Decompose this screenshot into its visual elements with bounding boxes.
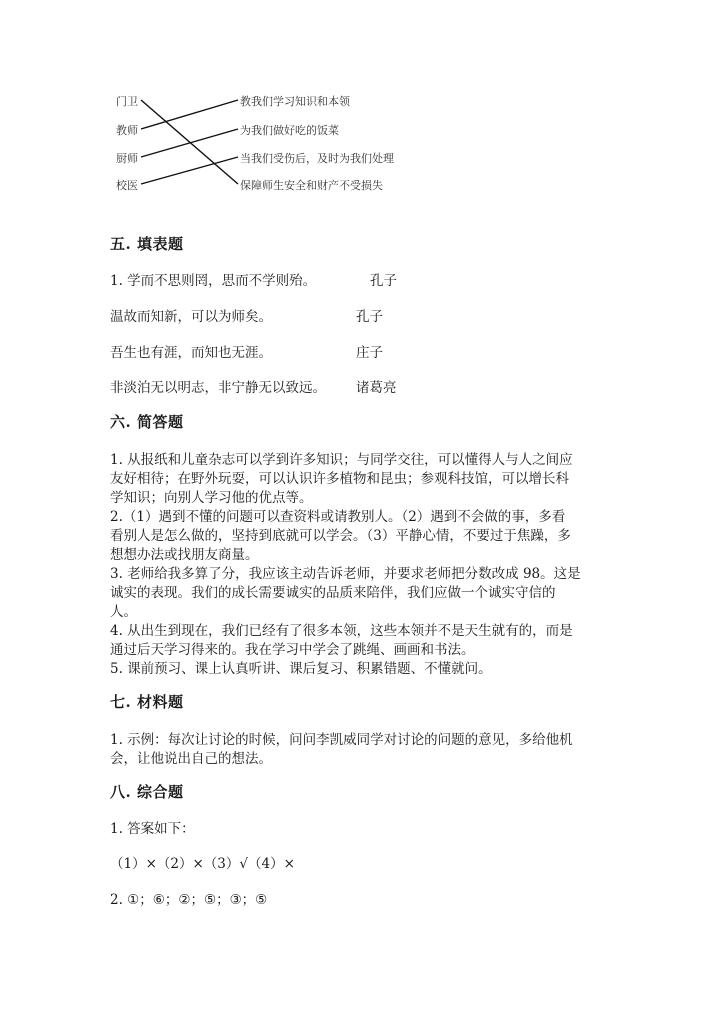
match-right-item: 保障师生安全和财产不受损失 (240, 179, 383, 192)
match-left-item: 校医 (116, 179, 138, 192)
section-title-comprehensive: 八. 综合题 (110, 783, 184, 801)
section-title-fill-table: 五. 填表题 (110, 235, 184, 253)
quote-text: 吾生也有涯，而知也无涯。 (110, 345, 272, 361)
match-right-item: 为我们做好吃的饭菜 (240, 124, 339, 137)
match-right-item: 当我们受伤后，及时为我们处理 (240, 152, 394, 165)
quote-author: 庄子 (356, 345, 383, 361)
answer-line: （1）×（2）×（3）√（4）× (110, 856, 295, 872)
quote-author: 诸葛亮 (356, 380, 397, 396)
match-left-item: 门卫 (116, 95, 138, 108)
section-title-short-answer: 六. 简答题 (110, 413, 184, 431)
answer-line: 5. 课前预习、课上认真听讲、课后复习、积累错题、不懂就问。 (110, 661, 492, 677)
answer-line: 1. 示例：每次让讨论的时候，问问李凯威同学对讨论的问题的意见，多给他机 (110, 732, 573, 748)
answer-line: 通过后天学习得来的。我在学习中学会了跳绳、画画和书法。 (110, 642, 475, 658)
answer-line: 1. 答案如下： (110, 821, 195, 837)
answer-line: 3. 老师给我多算了分，我应该主动告诉老师，并要求老师把分数改成 98。这是 (110, 566, 581, 582)
answer-line: 会，让他说出自己的想法。 (110, 751, 272, 767)
match-right-item: 教我们学习知识和本领 (240, 95, 350, 108)
answer-line: 4. 从出生到现在，我们已经有了很多本领，这些本领并不是天生就有的，而是 (110, 623, 573, 639)
answer-line: 1. 从报纸和儿童杂志可以学到许多知识；与同学交往，可以懂得人与人之间应 (110, 452, 573, 468)
answer-line: 人。 (110, 604, 137, 620)
match-left-item: 教师 (116, 124, 138, 137)
section-title-material: 七. 材料题 (110, 693, 184, 711)
answer-line: 看别人是怎么做的，坚持到底就可以学会。（3）平静心情，不要过于焦躁，多 (110, 528, 571, 544)
answer-line: 想想办法或找朋友商量。 (110, 547, 259, 563)
quote-text: 温故而知新，可以为师矣。 (110, 309, 272, 325)
quote-author: 孔子 (370, 273, 397, 289)
answer-line: 2.（1）遇到不懂的问题可以查资料或请教别人。（2）遇到不会做的事，多看 (110, 509, 566, 525)
quote-author: 孔子 (356, 309, 383, 325)
answer-line: 2. ①；⑥；②；⑤；③；⑤ (110, 892, 268, 908)
match-left-item: 厨师 (116, 152, 138, 165)
match-line (141, 100, 238, 184)
match-line (141, 100, 238, 129)
answer-line: 友好相待；在野外玩耍，可以认识许多植物和昆虫；参观科技馆，可以增长科 (110, 471, 569, 487)
quote-text: 1. 学而不思则罔，思而不学则殆。 (110, 273, 317, 289)
match-line (141, 129, 238, 157)
answer-line: 学知识；向别人学习他的优点等。 (110, 490, 313, 506)
answer-line: 诚实的表现。我们的成长需要诚实的品质来陪伴，我们应做一个诚实守信的 (110, 585, 556, 601)
quote-text: 非淡泊无以明志，非宁静无以致远。 (110, 380, 326, 396)
